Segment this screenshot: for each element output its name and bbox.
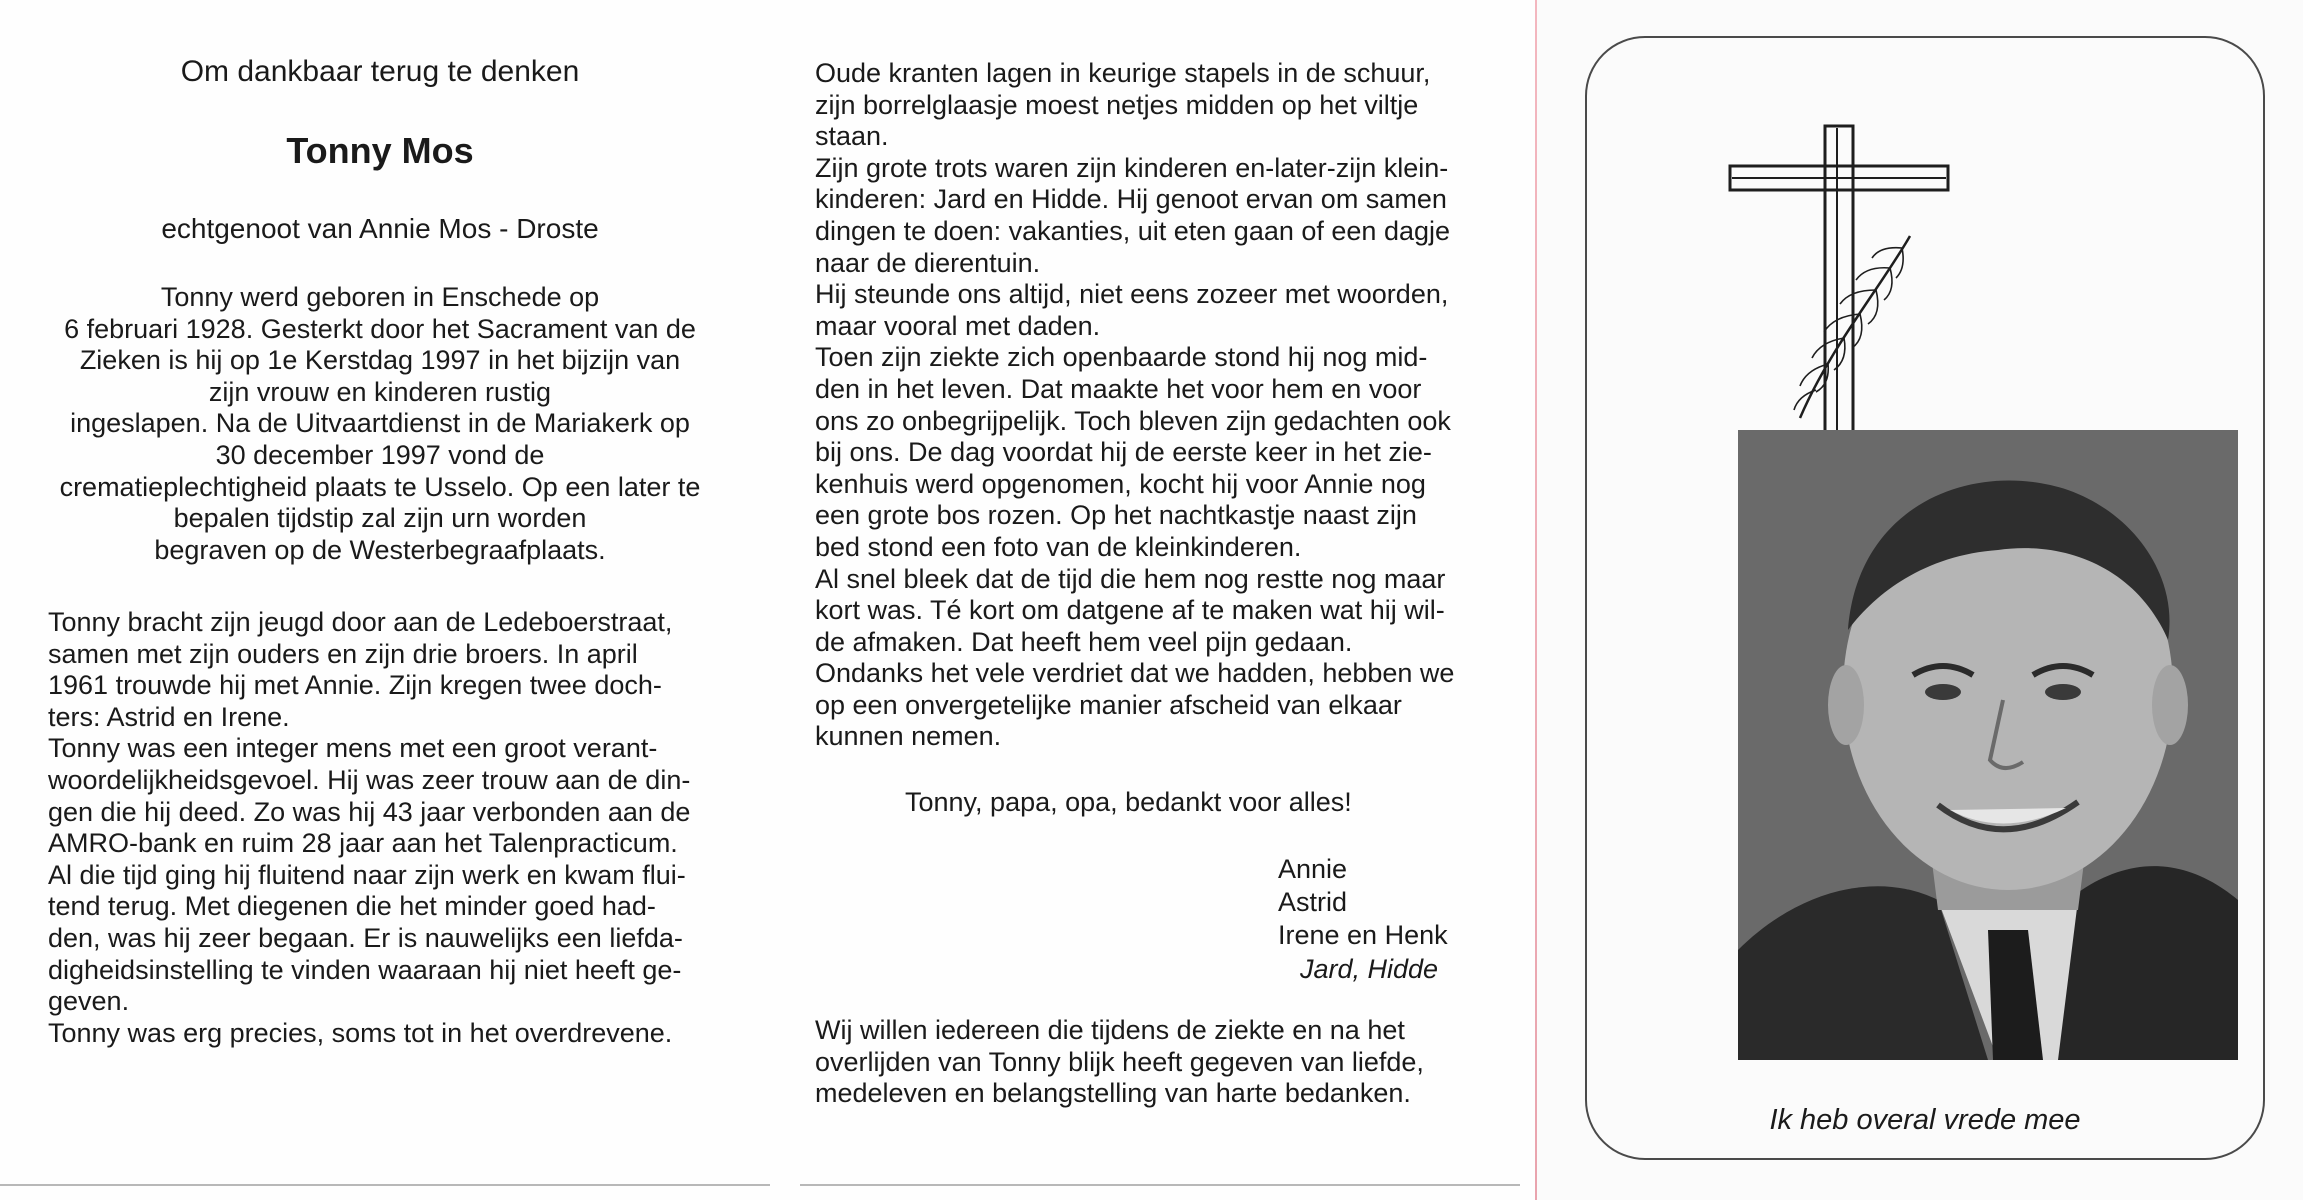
biography-continued: Oude kranten lagen in keurige stapels in de schuur, zijn borrelglaasje moest netjes midden op het viltje staan. Zijn grote trots waren zijn kinderen en-later-zijn klein- kinderen: Jard en Hidde. Hij genoot ervan om samen dingen te doen: vakanties, uit eten gaan of een dagje naar de dierentuin. Hij steunde ons altijd, niet eens zozeer met woorden, maar vooral met daden. Toen zijn ziekte zich openbaarde stond hij nog mid- den in het leven. Dat maakte het voor hem en voor ons zo onbegrijpelijk. Toch bleven zijn gedachten ook bij ons. De dag voordat hij de eerste keer in het zie- kenhuis werd opgenomen, kocht hij voor Annie nog een grote bos rozen. Op het nachtkastje naast zijn bed stond een foto van de kleinkinderen. Al snel bleek dat de tijd die hem nog restte nog maar kort was. Té kort om datgene af te maken wat hij wil- de afmaken. Dat heeft hem veel pijn gedaan. Ondanks het vele verdriet dat we hadden, hebben we op een onvergetelijke manier afscheid van elkaar kunnen nemen.: [815, 58, 1455, 752]
signature-irene-henk: Irene en Henk: [1278, 920, 1448, 950]
fold-line: [1535, 0, 1537, 1200]
biography-intro: Tonny werd geboren in Enschede op 6 februari 1928. Gesterkt door het Sacrament van de Zieken is hij op 1e Kerstdag 1997 in het bijzijn van zijn vrouw en kinderen rustig ingeslapen. Na de Uitvaartdienst in de Mariakerk op 30 december 1997 vond de crematieplechtigheid plaats te Usselo. Op een later te bepalen tijdstip zal zijn urn worden begraven op de Westerbegraafplaats.: [59, 282, 701, 565]
spouse-text: echtgenoot van Annie Mos - Droste: [161, 213, 599, 244]
bottom-rule-middle: [800, 1184, 1520, 1186]
signature-annie: Annie: [1278, 854, 1348, 884]
thanks-line: Tonny, papa, opa, bedankt voor alles!: [905, 787, 1352, 817]
portrait-photo: [1738, 430, 2238, 1060]
signature-astrid: Astrid: [1278, 887, 1348, 917]
cross-with-palm-icon: [1720, 118, 1980, 478]
deceased-name: Tonny Mos: [286, 130, 474, 171]
closing-text: Wij willen iedereen die tijdens de ziekte en na het overlijden van Tonny blijk heeft gegeven van liefde, medeleven en belangstelling van harte bedanken.: [815, 1015, 1424, 1109]
bottom-rule-left: [0, 1184, 770, 1186]
signature-grandchildren: Jard, Hidde: [1300, 954, 1439, 984]
header-text: Om dankbaar terug te denken: [180, 55, 580, 88]
motto-text: Ik heb overal vrede mee: [1769, 1104, 2081, 1136]
biography-text: Tonny bracht zijn jeugd door aan de Ledeboerstraat, samen met zijn ouders en zijn drie broers. In april 1961 trouwde hij met Annie. Zijn kregen twee doch- ters: Astrid en Irene. Tonny was een integer mens met een groot verant- woordelijkheidsgevoel. Hij was zeer trouw aan de din- gen die hij deed. Zo was hij 43 jaar verbonden aan de AMRO-bank en ruim 28 jaar aan het Talenpracticum. Al die tijd ging hij fluitend naar zijn werk en kwam flui- tend terug. Met diegenen die het minder goed had- den, was hij zeer begaan. Er is nauwelijks een liefda- digheidsinstelling te vinden waaraan hij niet heeft ge- geven. Tonny was erg precies, soms tot in het overdrevene.: [48, 607, 691, 1048]
